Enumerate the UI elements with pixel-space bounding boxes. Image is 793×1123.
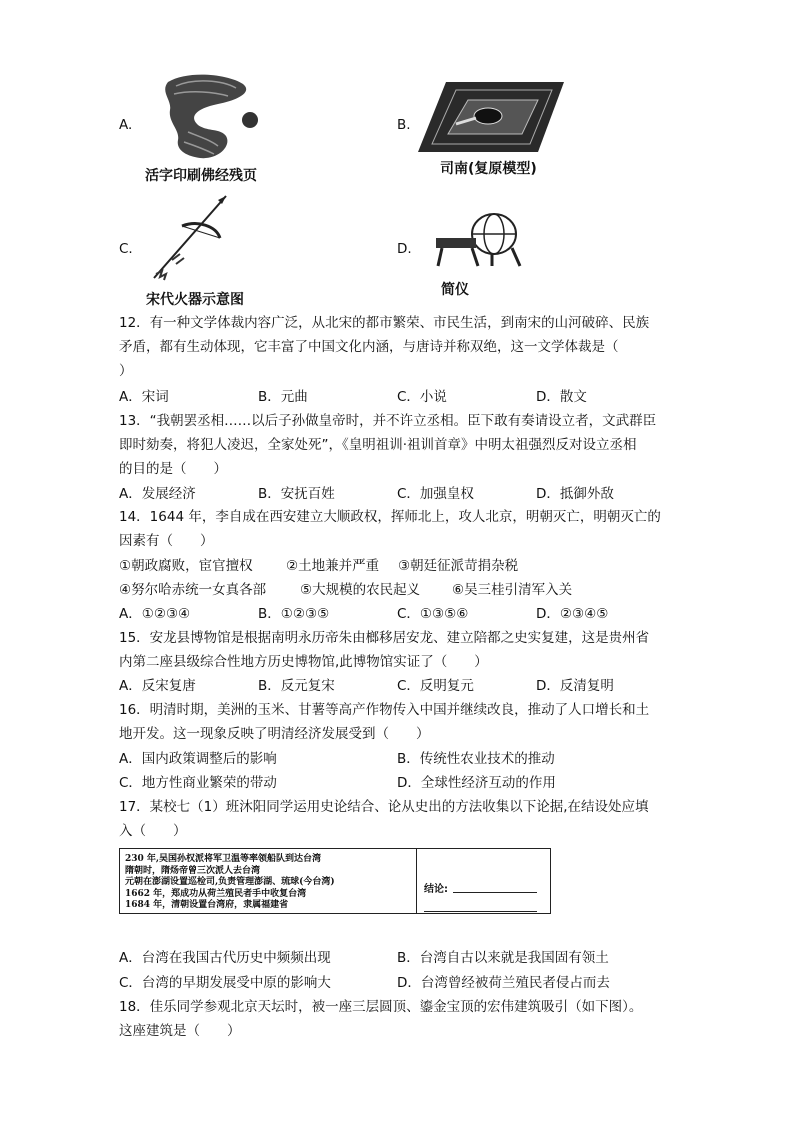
conclusion-blank-1 <box>453 892 537 893</box>
q12-option-b[interactable]: B．元曲 <box>258 389 308 405</box>
caption-a: 活字印刷佛经残页 <box>145 168 257 184</box>
q14-item-4: ④努尔哈赤统一女真各部 <box>119 582 267 598</box>
q17-option-c[interactable]: C．台湾的早期发展受中原的影响大 <box>119 975 331 991</box>
q16-option-a[interactable]: A．国内政策调整后的影响 <box>119 751 277 767</box>
evidence-item: 1684 年，清朝设置台湾府，隶属福建省 <box>125 900 289 910</box>
q15-line-2: 内第二座县级综合性地方历史博物馆,此博物馆实证了（ ） <box>119 654 488 670</box>
q14-item-6: ⑥吴三桂引清军入关 <box>452 582 573 598</box>
q14-option-b[interactable]: B．①②③⑤ <box>258 606 330 622</box>
q12-line-3: ） <box>119 363 133 379</box>
q13-option-d[interactable]: D．抵御外敌 <box>536 486 614 502</box>
evidence-item: 230 年,吴国孙权派将军卫温等率领船队到达台湾 <box>125 854 322 864</box>
q12-option-c[interactable]: C．小说 <box>397 389 447 405</box>
q12-option-d[interactable]: D．散文 <box>536 389 587 405</box>
caption-b: 司南(复原模型) <box>440 161 537 177</box>
q15-option-a[interactable]: A．反宋复唐 <box>119 678 196 694</box>
caption-d: 简仪 <box>441 282 469 298</box>
q14-item-2: ②土地兼并严重 <box>286 558 380 574</box>
q18-line-1: 18．佳乐同学参观北京天坛时，被一座三层圆顶、鎏金宝顶的宏伟建筑吸引（如下图）。 <box>119 999 643 1015</box>
q17-option-a[interactable]: A．台湾在我国古代历史中频频出现 <box>119 950 331 966</box>
q14-line-1: 14．1644 年，李自成在西安建立大顺政权，挥师北上，攻人北京，明朝灭亡，明朝灭亡的 <box>119 509 661 525</box>
evidence-item: 元朝在澎湖设置巡检司,负责管理澎湖、琉球(今台湾) <box>125 877 335 887</box>
compass-sinan-icon <box>416 78 566 156</box>
q14-item-1: ①朝政腐败，宦官擅权 <box>119 558 253 574</box>
q14-option-a[interactable]: A．①②③④ <box>119 606 191 622</box>
fire-arrow-weapon-icon <box>148 192 238 284</box>
caption-c: 宋代火器示意图 <box>146 292 244 308</box>
woodblock-print-fragment-icon <box>158 70 268 165</box>
q14-line-2: 因素有（ ） <box>119 533 214 549</box>
q13-option-c[interactable]: C．加强皇权 <box>397 486 474 502</box>
conclusion-label: 结论: <box>424 884 448 895</box>
q16-line-1: 16．明清时期，美洲的玉米、甘薯等高产作物传入中国并继续改良，推动了人口增长和土 <box>119 702 650 718</box>
q17-line-1: 17．某校七（1）班沐阳同学运用史论结合、论从史出的方法收集以下论据,在结设处应填 <box>119 799 649 815</box>
q15-option-d[interactable]: D．反清复明 <box>536 678 614 694</box>
conclusion-blank-2 <box>424 911 537 912</box>
q17-option-b[interactable]: B．台湾自古以来就是我国固有领土 <box>397 950 609 966</box>
q14-option-d[interactable]: D．②③④⑤ <box>536 606 609 622</box>
q14-item-5: ⑤大规模的农民起义 <box>300 582 421 598</box>
evidence-item: 隋朝时，隋炀帝曾三次派人去台湾 <box>125 865 261 876</box>
option-letter-c: C. <box>119 241 133 257</box>
q13-line-2: 即时劾奏，将犯人凌迟，全家处死”，《皇明祖训·祖训首章》中明太祖强烈反对设立丞相 <box>119 437 637 453</box>
q18-line-2: 这座建筑是（ ） <box>119 1023 241 1039</box>
q17-evidence-list <box>125 854 335 912</box>
q12-option-a[interactable]: A．宋词 <box>119 389 169 405</box>
option-letter-d: D. <box>397 241 412 257</box>
q13-line-1: 13．“我朝罢丞相……以后子孙做皇帝时，并不许立丞相。臣下敢有奏请设立者，文武群臣 <box>119 413 657 429</box>
q16-line-2: 地开发。这一现象反映了明清经济发展受到（ ） <box>119 726 430 742</box>
q13-line-3: 的目的是（ ） <box>119 461 227 477</box>
q16-option-d[interactable]: D．全球性经济互动的作用 <box>397 775 556 791</box>
q14-option-c[interactable]: C．①③⑤⑥ <box>397 606 469 622</box>
q13-option-a[interactable]: A．发展经济 <box>119 486 196 502</box>
q17-line-2: 入（ ） <box>119 823 187 839</box>
evidence-item: 1662 年，郑成功从荷兰殖民者手中收复台湾 <box>125 888 307 899</box>
q15-option-b[interactable]: B．反元复宋 <box>258 678 335 694</box>
q16-option-b[interactable]: B．传统性农业技术的推动 <box>397 751 555 767</box>
option-letter-b: B. <box>397 117 411 133</box>
q16-option-c[interactable]: C．地方性商业繁荣的带动 <box>119 775 277 791</box>
q15-option-c[interactable]: C．反明复元 <box>397 678 474 694</box>
option-letter-a: A. <box>119 117 133 133</box>
q14-item-3: ③朝廷征派苛捐杂税 <box>398 558 519 574</box>
armillary-instrument-icon <box>432 208 532 270</box>
q17-evidence-figure <box>119 848 551 914</box>
q15-line-1: 15．安龙县博物馆是根据南明永历帝朱由榔移居安龙、建立陪都之史实复建，这是贵州省 <box>119 630 650 646</box>
q17-option-d[interactable]: D．台湾曾经被荷兰殖民者侵占而去 <box>397 975 610 991</box>
q13-option-b[interactable]: B．安抚百姓 <box>258 486 335 502</box>
q12-line-1: 12．有一种文学体裁内容广泛，从北宋的都市繁荣、市民生活，到南宋的山河破碎、民族 <box>119 315 650 331</box>
q12-line-2: 矛盾，都有生动体现，它丰富了中国文化内涵，与唐诗并称双绝，这一文学体裁是（ <box>119 339 619 355</box>
figure-divider <box>416 849 417 913</box>
